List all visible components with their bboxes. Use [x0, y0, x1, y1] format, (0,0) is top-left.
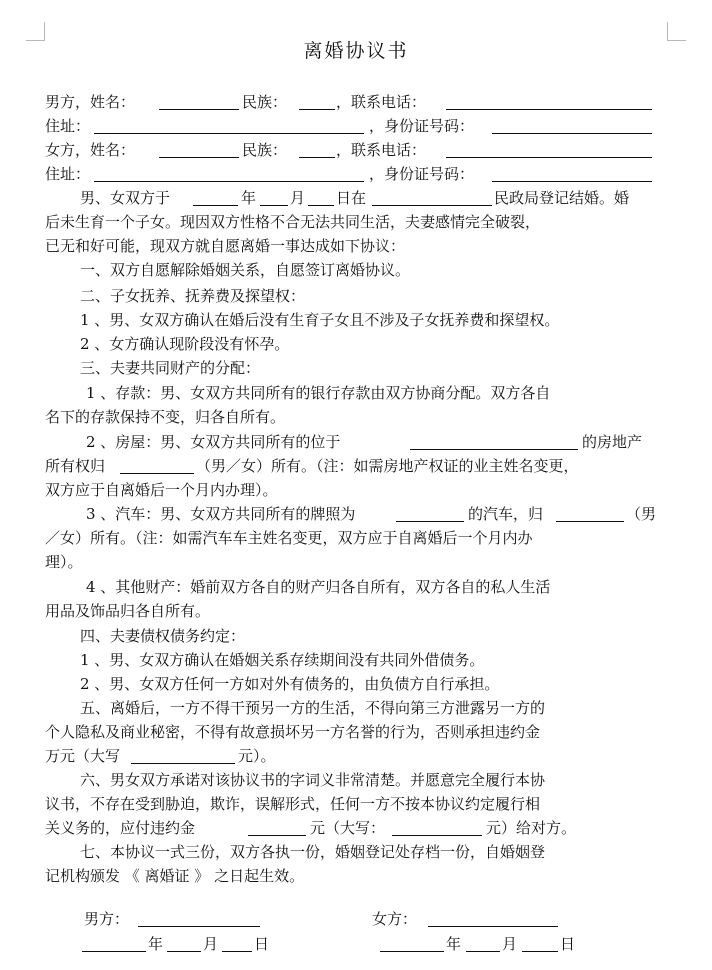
- house-text-d: （男／女）所有。（注：如需房地产权证的业主姓名变更，: [196, 457, 579, 475]
- male-address-line: [0, 114, 712, 138]
- section-5-text-b: 元）。: [238, 747, 276, 765]
- registry-office-blank[interactable]: [372, 205, 492, 206]
- male-nation-label: 民族：: [242, 93, 288, 111]
- female-phone-label: ，联系电话：: [336, 141, 427, 159]
- car-owner-blank[interactable]: [556, 521, 624, 522]
- house-text-b: 的房地产: [582, 433, 643, 451]
- intro-line-2: [0, 210, 712, 234]
- house-location-blank[interactable]: [410, 449, 578, 450]
- section-5-text-1: 五、离婚后，一方不得干预另一方的生活，不得向第三方泄露另一方的: [80, 699, 546, 717]
- female-name-blank[interactable]: [159, 157, 239, 158]
- male-sign-year-blank[interactable]: [82, 951, 146, 952]
- male-name-label: 男方，姓名：: [45, 93, 136, 111]
- female-address-blank[interactable]: [94, 181, 364, 182]
- female-nation-label: 民族：: [242, 141, 288, 159]
- male-sign-day-blank[interactable]: [222, 951, 252, 952]
- female-signature-blank[interactable]: [428, 926, 558, 927]
- intro-text-l3: 已无和好可能，现双方就自愿离婚一事达成如下协议：: [45, 237, 406, 255]
- house-text-l3: 双方应于自离婚后一个月内办理）。: [45, 481, 278, 499]
- intro-text-b: 民政局登记结婚。婚: [494, 189, 630, 207]
- male-signature-label: 男方：: [84, 910, 130, 928]
- deposit-text-2: 名下的存款保持不变，归各自所有。: [45, 408, 286, 426]
- section-2-item-1: [0, 308, 712, 332]
- male-phone-blank[interactable]: [446, 109, 652, 110]
- section-2-heading: [0, 284, 712, 308]
- intro-line-3: [0, 234, 712, 258]
- male-info-line: [0, 90, 712, 114]
- section-5-text-a: 万元（大写: [45, 747, 121, 765]
- section-4-heading: [0, 624, 712, 648]
- female-signature-label: 女方：: [372, 910, 418, 928]
- section-3-item-3-line-3: [0, 550, 712, 574]
- section-5-text-2: 个人隐私及商业秘密，不得有故意损坏另一方名誉的行为，否则承担违约金: [45, 723, 541, 741]
- female-info-line: [0, 138, 712, 162]
- section-6-text-b: 元（大写：: [310, 819, 386, 837]
- car-text-b: 的汽车，归: [468, 505, 544, 523]
- section-3-item-4-line-1: [0, 575, 712, 599]
- section-2-item-2-text: 2 、女方确认现阶段没有怀孕。: [80, 335, 290, 353]
- male-sign-month: 月: [203, 935, 219, 953]
- penalty-amount-blank[interactable]: [248, 835, 306, 836]
- section-3-item-1-line-1: [0, 381, 712, 405]
- female-address-label: 住址：: [45, 165, 91, 183]
- house-owner-blank[interactable]: [120, 473, 194, 474]
- other-property-text-1: 4 、其他财产：婚前双方各自的财产归各自所有，双方各自的私人生活: [86, 578, 551, 596]
- female-sign-year: 年: [446, 935, 462, 953]
- male-sign-month-blank[interactable]: [167, 951, 201, 952]
- section-5-line-2: [0, 720, 712, 744]
- female-sign-day-blank[interactable]: [522, 951, 558, 952]
- section-6-text-a: 关义务的，应付违约金: [45, 819, 196, 837]
- section-2-item-1-text: 1 、男、女双方确认在婚后没有生育子女且不涉及子女抚养费和探望权。: [80, 311, 560, 329]
- female-sign-year-blank[interactable]: [380, 951, 444, 952]
- male-address-blank[interactable]: [94, 133, 364, 134]
- house-text-c: 所有权归: [45, 457, 106, 475]
- house-text-a: 2 、房屋：男、女双方共同所有的位于: [86, 433, 341, 451]
- intro-text-l2: 后未生育一个子女。现因双方性格不合无法共同生活，夫妻感情完全破裂，: [45, 213, 541, 231]
- section-7-text-1: 七、本协议一式三份，双方各执一份，婚姻登记处存档一份，自婚姻登: [80, 843, 546, 861]
- male-id-label: ，身份证号码：: [369, 117, 475, 135]
- section-7-line-1: [0, 840, 712, 864]
- section-6-line-3: [0, 816, 712, 840]
- deposit-text-1: 1 、存款：男、女双方共同所有的银行存款由双方协商分配。双方各自: [86, 384, 551, 402]
- section-3-item-3-line-1: [0, 502, 712, 526]
- marriage-year-blank[interactable]: [193, 205, 238, 206]
- female-nation-blank[interactable]: [299, 157, 335, 158]
- section-3-item-1-line-2: [0, 405, 712, 429]
- section-3-item-2-line-1: [0, 430, 712, 454]
- signature-date-line: [0, 932, 712, 956]
- penalty-uppercase-blank[interactable]: [131, 763, 235, 764]
- female-sign-month: 月: [502, 935, 518, 953]
- male-signature-blank[interactable]: [138, 926, 260, 927]
- section-6-text-2: 议书，不存在受到胁迫，欺诈，误解形式，任何一方不按本协议约定履行相: [45, 795, 541, 813]
- intro-month: 月: [290, 189, 306, 207]
- section-1: [0, 258, 712, 282]
- marriage-month-blank[interactable]: [260, 205, 288, 206]
- male-name-blank[interactable]: [159, 109, 239, 110]
- section-4-item-2: [0, 672, 712, 696]
- section-3-item-4-line-2: [0, 599, 712, 623]
- male-address-label: 住址：: [45, 117, 91, 135]
- female-sign-month-blank[interactable]: [466, 951, 500, 952]
- section-6-line-1: [0, 768, 712, 792]
- section-1-text: 一、双方自愿解除婚姻关系，自愿签订离婚协议。: [80, 261, 411, 279]
- intro-line-1: [0, 186, 712, 210]
- car-text-a: 3 、汽车：男、女双方共同所有的牌照为: [86, 505, 356, 523]
- section-3-text: 三、夫妻共同财产的分配：: [80, 359, 261, 377]
- car-plate-blank[interactable]: [396, 521, 464, 522]
- section-3-heading: [0, 356, 712, 380]
- marriage-day-blank[interactable]: [308, 205, 334, 206]
- penalty-amount-uppercase-blank[interactable]: [392, 835, 482, 836]
- male-sign-year: 年: [148, 935, 164, 953]
- section-3-item-2-line-3: [0, 478, 712, 502]
- section-7-line-2: [0, 864, 712, 888]
- female-id-blank[interactable]: [492, 181, 652, 182]
- section-6-text-c: 元）给对方。: [486, 819, 577, 837]
- document-title: 离婚协议书: [303, 40, 409, 62]
- section-6-text-1: 六、男女双方承诺对该协议书的字词义非常清楚。并愿意完全履行本协: [80, 771, 546, 789]
- male-sign-day: 日: [254, 935, 270, 953]
- male-phone-label: ，联系电话：: [336, 93, 427, 111]
- section-5-line-1: [0, 696, 712, 720]
- section-4-item-1-text: 1 、男、女双方确认在婚姻关系存续期间没有共同外借债务。: [80, 651, 485, 669]
- female-sign-day: 日: [560, 935, 576, 953]
- car-text-l3: 理）。: [45, 553, 83, 571]
- section-4-item-2-text: 2 、男、女双方任何一方如对外有债务的，由负债方自行承担。: [80, 675, 500, 693]
- section-2-item-2: [0, 332, 712, 356]
- section-3-item-3-line-2: [0, 526, 712, 550]
- section-4-item-1: [0, 648, 712, 672]
- other-property-text-2: 用品及饰品归各自所有。: [45, 602, 211, 620]
- intro-day: 日在: [336, 189, 367, 207]
- male-id-blank[interactable]: [492, 133, 652, 134]
- signature-line: [0, 907, 712, 931]
- section-6-line-2: [0, 792, 712, 816]
- section-4-text: 四、夫妻债权债务约定：: [80, 627, 246, 645]
- section-2-text: 二、子女抚养、抚养费及探望权：: [80, 287, 306, 305]
- female-phone-blank[interactable]: [446, 157, 652, 158]
- male-nation-blank[interactable]: [299, 109, 335, 110]
- section-5-line-3: [0, 744, 712, 768]
- section-3-item-2-line-2: [0, 454, 712, 478]
- car-text-l2: ／女）所有。（注：如需汽车车主姓名变更，双方应于自离婚后一个月内办: [45, 529, 533, 547]
- female-name-label: 女方，姓名：: [45, 141, 136, 159]
- section-7-text-2: 记机构颁发 《 离婚证 》 之日起生效。: [45, 867, 305, 885]
- intro-year: 年: [241, 189, 257, 207]
- car-text-c: （男: [626, 505, 657, 523]
- female-id-label: ，身份证号码：: [369, 165, 475, 183]
- intro-text-a: 男、女双方于: [80, 189, 171, 207]
- female-address-line: [0, 162, 712, 186]
